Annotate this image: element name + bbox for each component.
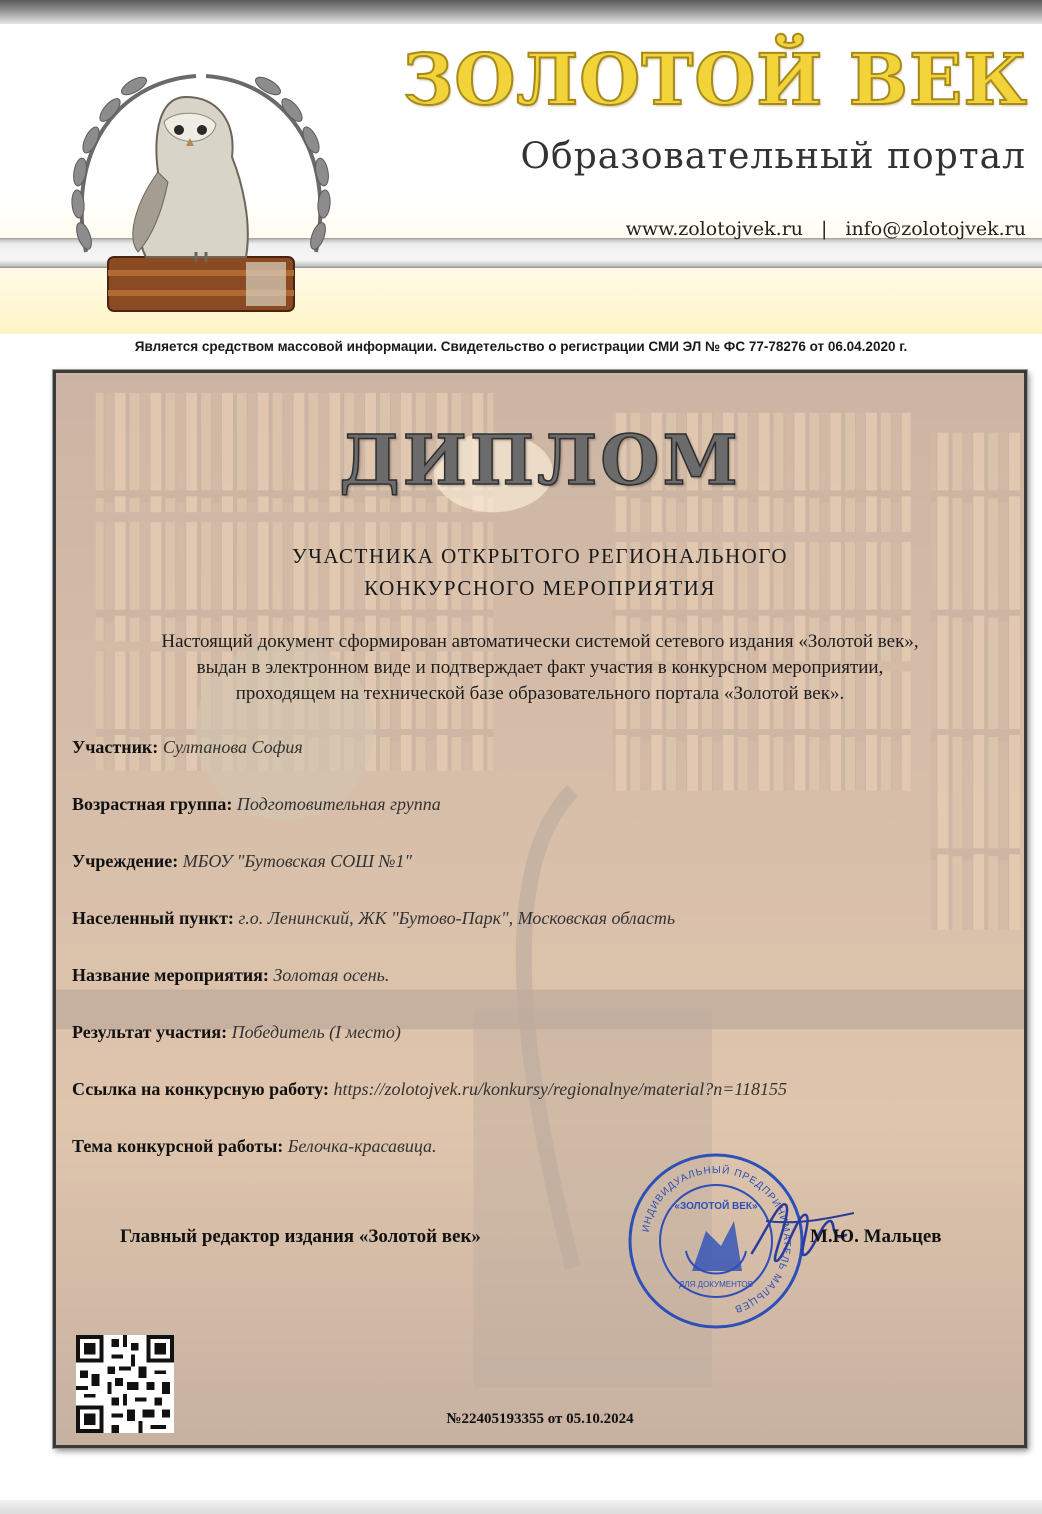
signer-role: Главный редактор издания «Золотой век» — [120, 1226, 481, 1247]
field-value: МБОУ "Бутовская СОШ №1" — [182, 851, 413, 871]
diploma-title: ДИПЛОМ — [339, 421, 741, 501]
field-label: Название мероприятия: — [72, 965, 269, 985]
book-icon — [108, 257, 294, 311]
field-label: Результат участия: — [72, 1022, 228, 1042]
brand-title: ЗОЛОТОЙ ВЕК — [402, 38, 1028, 121]
subtitle-line-1: УЧАСТНИКА ОТКРЫТОГО РЕГИОНАЛЬНОГО — [291, 544, 789, 568]
field-value: Султанова София — [162, 737, 303, 757]
owl-icon — [133, 97, 248, 262]
field-label: Населенный пункт: — [72, 908, 234, 928]
field-value: г.о. Ленинский, ЖК "Бутово-Парк", Московская область — [238, 908, 676, 928]
stamp-bottom-text: ДЛЯ ДОКУМЕНТОВ — [678, 1280, 754, 1289]
field-event-name — [72, 963, 1008, 1020]
diploma-frame — [53, 370, 1027, 1448]
field-work-topic — [72, 1134, 1008, 1191]
field-locality — [72, 906, 1008, 963]
signer-name: М.Ю. Мальцев — [810, 1226, 942, 1247]
brand-subtitle: Образовательный портал — [520, 136, 1026, 177]
media-registration-note: Является средством массовой информации. Свидетельство о регистрации СМИ ЭЛ № ФС 77-78276 от 06.04.2020 г. — [134, 339, 908, 354]
intro-line-1: Настоящий документ сформирован автоматически системой сетевого издания «Золотой век», — [161, 631, 919, 652]
field-participant — [72, 735, 1008, 792]
contacts — [626, 214, 1026, 244]
field-value: Золотая осень. — [273, 965, 390, 985]
top-strip — [0, 0, 1042, 24]
field-label: Возрастная группа: — [72, 794, 233, 814]
field-label: Ссылка на конкурсную работу: — [72, 1079, 329, 1099]
site-link[interactable]: www.zolotojvek.ru — [625, 218, 804, 240]
work-link[interactable]: https://zolotojvek.ru/konkursy/regionalnye/material?n=118155 — [333, 1079, 788, 1099]
field-value: Победитель (I место) — [231, 1022, 401, 1042]
stamp-ring-text: ИНДИВИДУАЛЬНЫЙ ПРЕДПРИНИМАТЕЛЬ МАЛЬЦЕВ — [640, 1164, 793, 1315]
stamp-center-text: «ЗОЛОТОЙ ВЕК» — [674, 1201, 758, 1212]
field-institution — [72, 849, 1008, 906]
owl-laurel-logo — [46, 52, 356, 327]
field-result — [72, 1020, 1008, 1077]
diploma-intro — [76, 629, 1004, 707]
intro-line-2: выдан в электронном виде и подтверждает факт участия в конкурсном мероприятии, — [196, 657, 884, 678]
diploma-content — [56, 373, 1024, 1445]
contacts-separator: | — [821, 218, 828, 240]
bottom-strip — [0, 1500, 1042, 1514]
field-label: Тема конкурсной работы: — [72, 1136, 284, 1156]
field-value: Подготовительная группа — [236, 794, 441, 814]
field-value: Белочка-красавица. — [287, 1136, 437, 1156]
participant-fields — [72, 735, 1008, 1191]
field-label: Учреждение: — [72, 851, 179, 871]
email-link[interactable]: info@zolotojvek.ru — [845, 218, 1026, 240]
subtitle-line-2: КОНКУРСНОГО МЕРОПРИЯТИЯ — [364, 576, 716, 600]
intro-line-3: проходящем на технической базе образовательного портала «Золотой век». — [235, 683, 845, 704]
field-work-link — [72, 1077, 1008, 1134]
diploma-subtitle — [56, 540, 1024, 604]
document-number: №22405193355 от 05.10.2024 — [446, 1411, 634, 1427]
field-age-group — [72, 792, 1008, 849]
field-label: Участник: — [72, 737, 159, 757]
